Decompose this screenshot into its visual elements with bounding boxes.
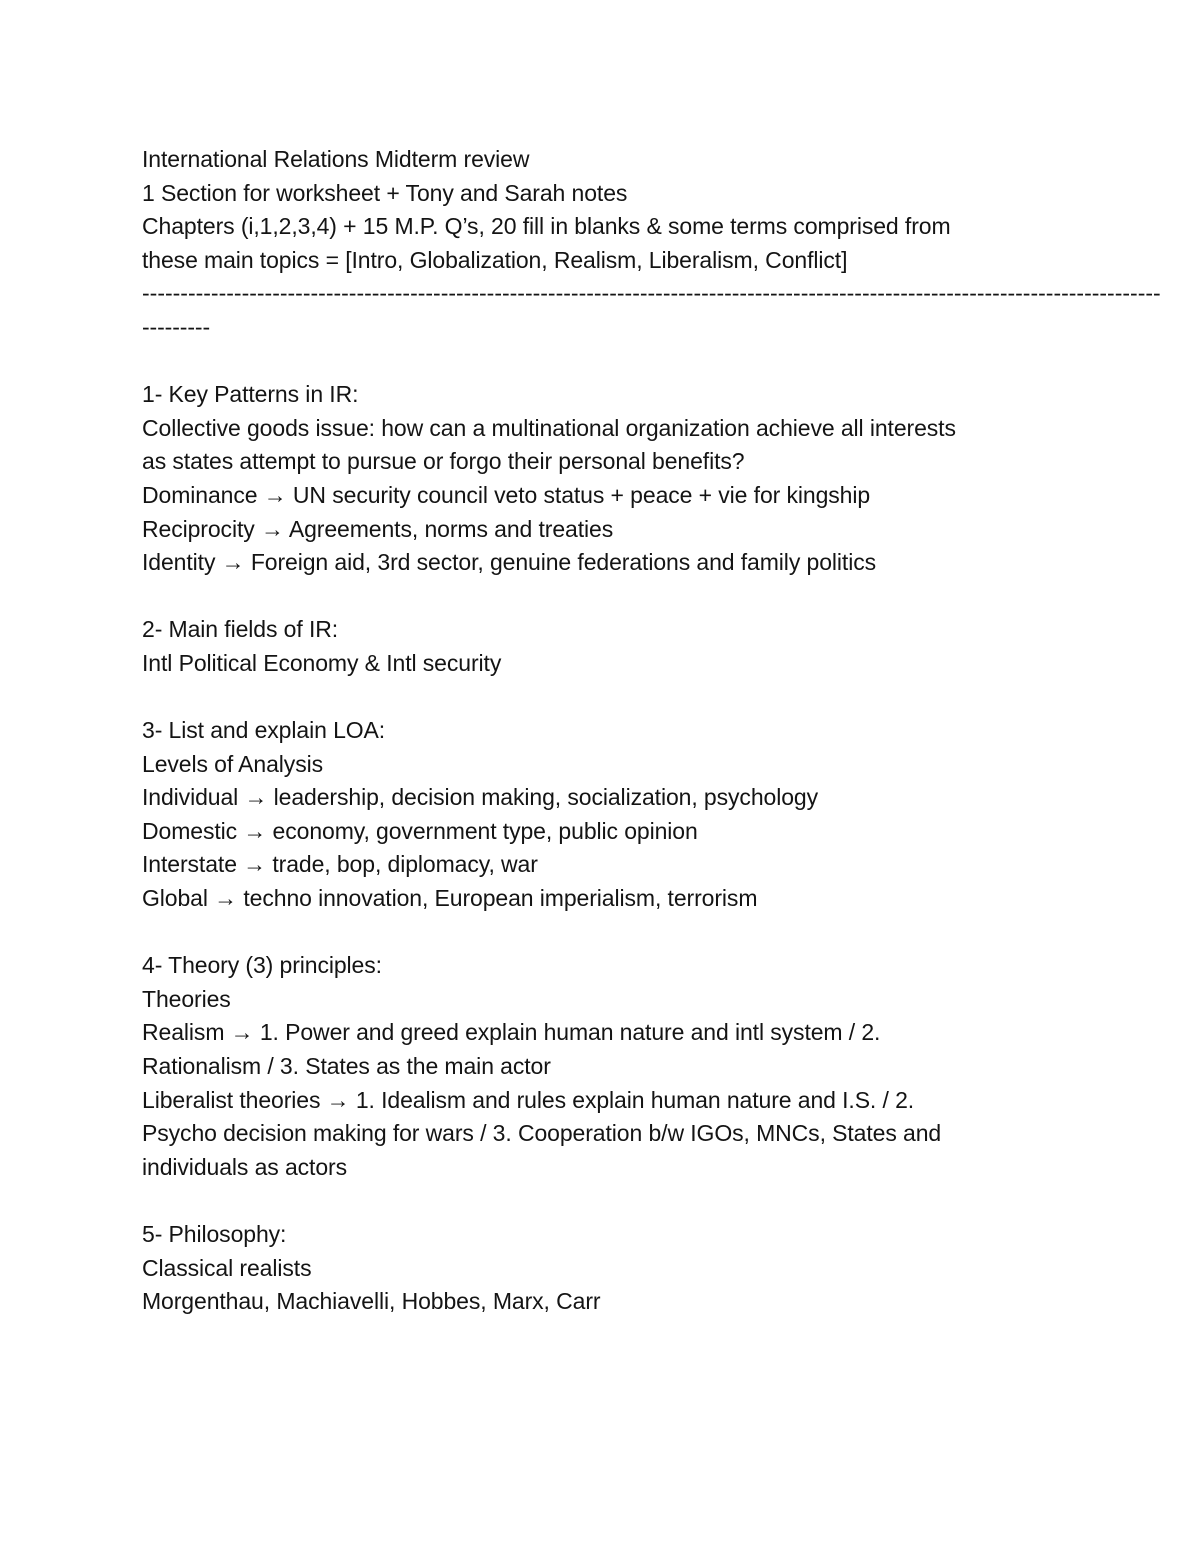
section-line: Intl Political Economy & Intl security	[142, 649, 502, 676]
section-line: Global → techno innovation, European imperialism, terrorism	[142, 885, 758, 912]
intro-line-chapters: Chapters (i,1,2,3,4) + 15 M.P. Q’s, 20 fill in blanks & some terms comprised from	[142, 213, 951, 240]
blank-line	[142, 345, 1062, 379]
section-line: Psycho decision making for wars / 3. Cooperation b/w IGOs, MNCs, States and	[142, 1120, 942, 1147]
section-line: individuals as actors	[142, 1153, 348, 1180]
dash-divider: -------------------------------------------------------------------------------------------------------------------------------------	[142, 280, 1161, 307]
section-heading-theory: 4- Theory (3) principles:	[142, 952, 382, 979]
section-line: Levels of Analysis	[142, 750, 324, 777]
section-line: Collective goods issue: how can a multinational organization achieve all interests	[142, 414, 956, 441]
section-line: Morgenthau, Machiavelli, Hobbes, Marx, Carr	[142, 1288, 601, 1315]
blank-line	[142, 580, 1062, 614]
section-line: Liberalist theories → 1. Idealism and rules explain human nature and I.S. / 2.	[142, 1086, 915, 1113]
intro-line-section: 1 Section for worksheet + Tony and Sarah notes	[142, 179, 628, 206]
section-heading-key-patterns: 1- Key Patterns in IR:	[142, 381, 359, 408]
section-line: Realism → 1. Power and greed explain human nature and intl system / 2.	[142, 1019, 881, 1046]
section-line: Interstate → trade, bop, diplomacy, war	[142, 851, 538, 878]
section-line: Rationalism / 3. States as the main actor	[142, 1053, 551, 1080]
document-title: International Relations Midterm review	[142, 146, 530, 172]
blank-line	[142, 1184, 1062, 1218]
section-heading-philosophy: 5- Philosophy:	[142, 1221, 287, 1247]
dash-divider-continued: ---------	[142, 313, 211, 340]
blank-line	[142, 916, 1062, 950]
blank-line	[142, 681, 1062, 715]
section-line: Identity → Foreign aid, 3rd sector, genuine federations and family politics	[142, 549, 877, 576]
section-heading-loa: 3- List and explain LOA:	[142, 717, 386, 744]
section-heading-main-fields: 2- Main fields of IR:	[142, 616, 339, 643]
document-body	[142, 143, 1161, 1319]
section-line: Individual → leadership, decision making, socialization, psychology	[142, 784, 819, 811]
section-line: Domestic → economy, government type, public opinion	[142, 817, 698, 844]
section-line: Classical realists	[142, 1254, 312, 1281]
section-line: Reciprocity → Agreements, norms and treaties	[142, 515, 614, 542]
section-line: Theories	[142, 985, 231, 1012]
section-line: Dominance → UN security council veto status + peace + vie for kingship	[142, 481, 871, 508]
intro-line-topics: these main topics = [Intro, Globalization, Realism, Liberalism, Conflict]	[142, 246, 848, 273]
section-line: as states attempt to pursue or forgo their personal benefits?	[142, 448, 745, 475]
